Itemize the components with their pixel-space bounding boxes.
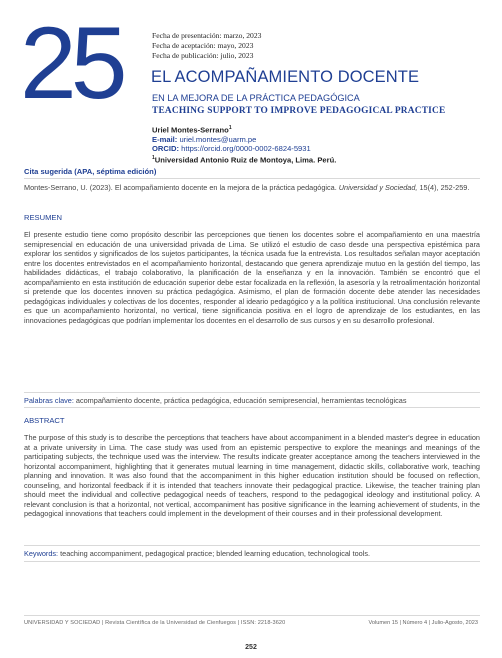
date-accepted: Fecha de aceptación: mayo, 2023 xyxy=(152,41,254,51)
keywords xyxy=(24,549,480,559)
keywords-label: Keywords: xyxy=(24,549,59,558)
article-title: EL ACOMPAÑAMIENTO DOCENTE xyxy=(151,68,420,86)
footer-divider xyxy=(24,615,480,616)
footer-volume: Volumen 15 | Número 4 | Julio-Agosto, 2023 xyxy=(368,620,478,626)
keywords-es-divider-bottom xyxy=(24,407,480,408)
page-number: 252 xyxy=(245,644,257,651)
keywords-en-divider xyxy=(24,545,480,546)
author-name: Uriel Montes-Serrano xyxy=(152,125,229,135)
resumen-heading: RESUMEN xyxy=(24,213,62,222)
orcid-label: ORCID: xyxy=(152,144,179,154)
author-email-link[interactable]: uriel.montes@uarm.pe xyxy=(179,134,257,144)
article-title-english: TEACHING SUPPORT TO IMPROVE PEDAGOGICAL PRACTICE xyxy=(152,106,446,116)
dates-block xyxy=(152,31,261,62)
date-submitted: Fecha de presentación: marzo, 2023 xyxy=(152,31,262,40)
author-block xyxy=(152,124,336,165)
palabras-clave-label: Palabras clave: xyxy=(24,396,74,405)
citation-text-after: 15(4), 252-259. xyxy=(417,183,470,192)
palabras-clave-text: acompañamiento docente, práctica pedagógica, educación semipresencial, herramientas tecnológicas xyxy=(73,396,407,405)
resumen-text: El presente estudio tiene como propósito describir las percepciones que tienen los docentes sobre el acompañamiento en una maestría semipresencial en educación de una universidad privada de Lima. Se utilizó el estudio de caso desde una perspectiva epistémica para explorar los sentidos y significados de los sujetos participantes, la técnica usada fue la entrevista. Los resultados señalan mayor aceptación entre los docentes entrevistados en el acompañamiento horizontal, destacando que genera aprendizaje mutuo en la gestión del tiempo, las habilidades didácticas, el trabajo colaborativo, la planificación de la enseñanza y en la innovación. También se encontró que el acompañamiento en esta institución de educación superior debe estar focalizada en la reflexión, la asesoría y la retroalimentación horizontal si pretende que los docentes innoven su práctica pedagógica. Asimismo, el plan de formación docente debe atender las necesidades pedagógicas individuales y colectivas de los docentes, responder al ideario pedagógico y a la política institucional. Una conclusión relevante es que un acompañamiento horizontal, no vertical, tiene significancia positiva en el logro de aprendizaje de los estudiantes, en las innovaciones pedagógicas que podrían implementar los docentes en el desarrollo de sus cursos y en su desarrollo profesional. xyxy=(24,230,480,325)
author-orcid-link[interactable]: https://orcid.org/0000-0002-6824-5931 xyxy=(181,144,311,154)
citation-heading: Cita sugerida (APA, séptima edición) xyxy=(24,167,157,176)
issue-number: 25 xyxy=(20,6,122,120)
email-label: E-mail: xyxy=(152,134,178,144)
footer-journal: UNIVERSIDAD Y SOCIEDAD | Revista Científica de la Universidad de Cienfuegos | ISSN: 2218-3620 xyxy=(24,620,286,626)
citation-text-before: Montes-Serrano, U. (2023). El acompañamiento docente en la mejora de la práctica pedagógica. xyxy=(24,183,339,192)
affiliation-sup: 1 xyxy=(152,154,155,161)
keywords-en-divider-bottom xyxy=(24,561,480,562)
citation-text xyxy=(24,183,480,193)
keywords-es-divider xyxy=(24,392,480,393)
citation-journal: Universidad y Sociedad, xyxy=(338,183,418,192)
abstract-text: The purpose of this study is to describe the perceptions that teachers have about accompaniment in a blended master's degree in education at a private university in Lima. The case study was used from an epistemic perspective to explore the meanings and meanings of the participating subjects, the technique used was the interview. The results indicate greater acceptance among the teachers interviewed in the horizontal accompaniment, highlighting that it generates mutual learning in time management, didactic skills, collaborative work, teaching planning and innovation. It was also found that the accompaniment in this higher education institution should be focused on reflection, counseling, and horizontal feedback if it is intended that teachers innovate their pedagogical practice. Likewise, the teacher training plan should meet the individual and collective pedagogical needs of teachers, respond to the pedagogical ideology and institutional policy. A relevant conclusion is that a horizontal, not vertical, accompaniment has positive significance in the learning achievement of students, in the pedagogical innovations that teachers could implement in the development of their courses and in their professional development. xyxy=(24,433,480,518)
citation-divider xyxy=(24,178,480,179)
article-subtitle: EN LA MEJORA DE LA PRÁCTICA PEDAGÓGICA xyxy=(152,93,360,103)
abstract-heading: ABSTRACT xyxy=(24,416,65,425)
date-published: Fecha de publicación: julio, 2023 xyxy=(152,51,254,61)
keywords-text: teaching accompaniment, pedagogical practice; blended learning education, technological tools. xyxy=(58,549,371,558)
author-sup: 1 xyxy=(228,125,232,131)
author-affiliation: Universidad Antonio Ruiz de Montoya, Lima. Perú. xyxy=(154,155,337,165)
palabras-clave xyxy=(24,396,480,406)
